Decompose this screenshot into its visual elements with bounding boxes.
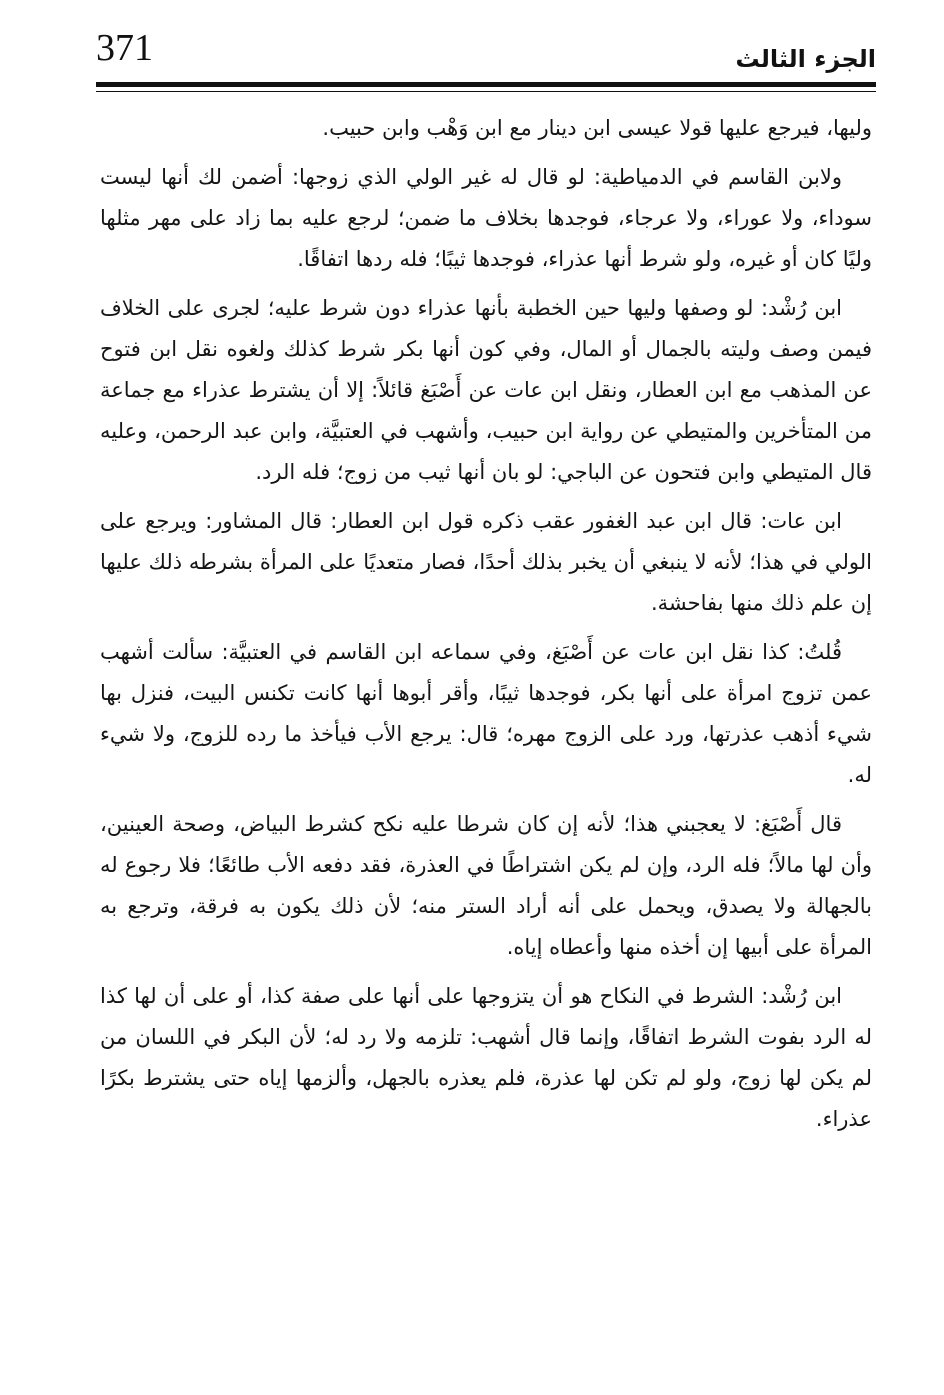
paragraph: ولابن القاسم في الدمياطية: لو قال له غير الولي الذي زوجها: أضمن لك أنها ليست سوداء، ولا عوراء، ولا عرجاء، فوجدها بخلاف ما ضمن؛ لرجع عليه بما زاد على مهر مثلها وليًا كان أو غيره، ولو شرط أنها عذراء، فوجدها ثيبًا؛ فله ردها اتفاقًا. bbox=[100, 165, 872, 271]
header-rule-thin bbox=[96, 91, 876, 92]
running-title: الجزء الثالث bbox=[735, 45, 876, 73]
paragraph: ابن رُشْد: لو وصفها وليها حين الخطبة بأنها عذراء دون شرط عليه؛ لجرى على الخلاف فيمن وصف وليته بالجمال أو المال، وفي كون أنها بكر شرط كذلك ولغوه نقل ابن فتوح عن المذهب مع ابن العطار، ونقل ابن عات عن أَصْبَغ قائلاً: إلا أن يشترط عذراء مع جماعة من المتأخرين والمتيطي عن رواية ابن حبيب، وأشهب في العتبيَّة، وابن عبد الرحمن، وعليه قال المتيطي وابن فتحون عن الباجي: لو بان أنها ثيب من زوج؛ فله الرد. bbox=[100, 296, 872, 484]
paragraph: قال أَصْبَغ: لا يعجبني هذا؛ لأنه إن كان شرطا عليه نكح كشرط البياض، وصحة العينين، وأن لها مالاً؛ فله الرد، وإن لم يكن اشتراطًا في العذرة، فقد دفعه الأب طائعًا؛ فلا رجوع له بالجهالة ولا يصدق، ويحمل على أنه أراد الستر منه؛ لأن ذلك يكون به فرقة، وترجع به المرأة على أبيها إن أخذه منها وأعطاه إياه. bbox=[100, 812, 872, 959]
paragraph: ابن رُشْد: الشرط في النكاح هو أن يتزوجها على أنها على صفة كذا، أو على أن لها كذا له الرد بفوت الشرط اتفاقًا، وإنما قال أشهب: تلزمه ولا رد له؛ لأن البكر في اللسان من لم يكن لها زوج، ولو لم تكن لها عذرة، فلم يعذره بالجهل، وألزمها إياه حتى يشترط بكرًا عذراء. bbox=[100, 984, 872, 1131]
paragraph: قُلتُ: كذا نقل ابن عات عن أَصْبَغ، وفي سماعه ابن القاسم في العتبيَّة: سألت أشهب عمن تزوج امرأة على أنها بكر، فوجدها ثيبًا، وأقر أبوها أنها كانت تكنس البيت، فنزل بها شيء أذهب عذرتها، ورد على الزوج مهره؛ قال: يرجع الأب فيأخذ ما رده للزوج، ولا شيء له. bbox=[100, 640, 872, 787]
page-header bbox=[96, 20, 876, 80]
paragraph: وليها، فيرجع عليها قولا عيسى ابن دينار مع ابن وَهْب وابن حبيب. bbox=[322, 116, 872, 140]
body-text bbox=[100, 108, 872, 1148]
paragraph: ابن عات: قال ابن عبد الغفور عقب ذكره قول ابن العطار: قال المشاور: ويرجع على الولي في هذا؛ لأنه لا ينبغي أن يخبر بذلك أحدًا، فصار متعديًا على المرأة بشرطه ذلك عليها إن علم ذلك منها بفاحشة. bbox=[100, 509, 872, 615]
page-number: 371 bbox=[96, 27, 153, 69]
header-rule-thick bbox=[96, 82, 876, 87]
